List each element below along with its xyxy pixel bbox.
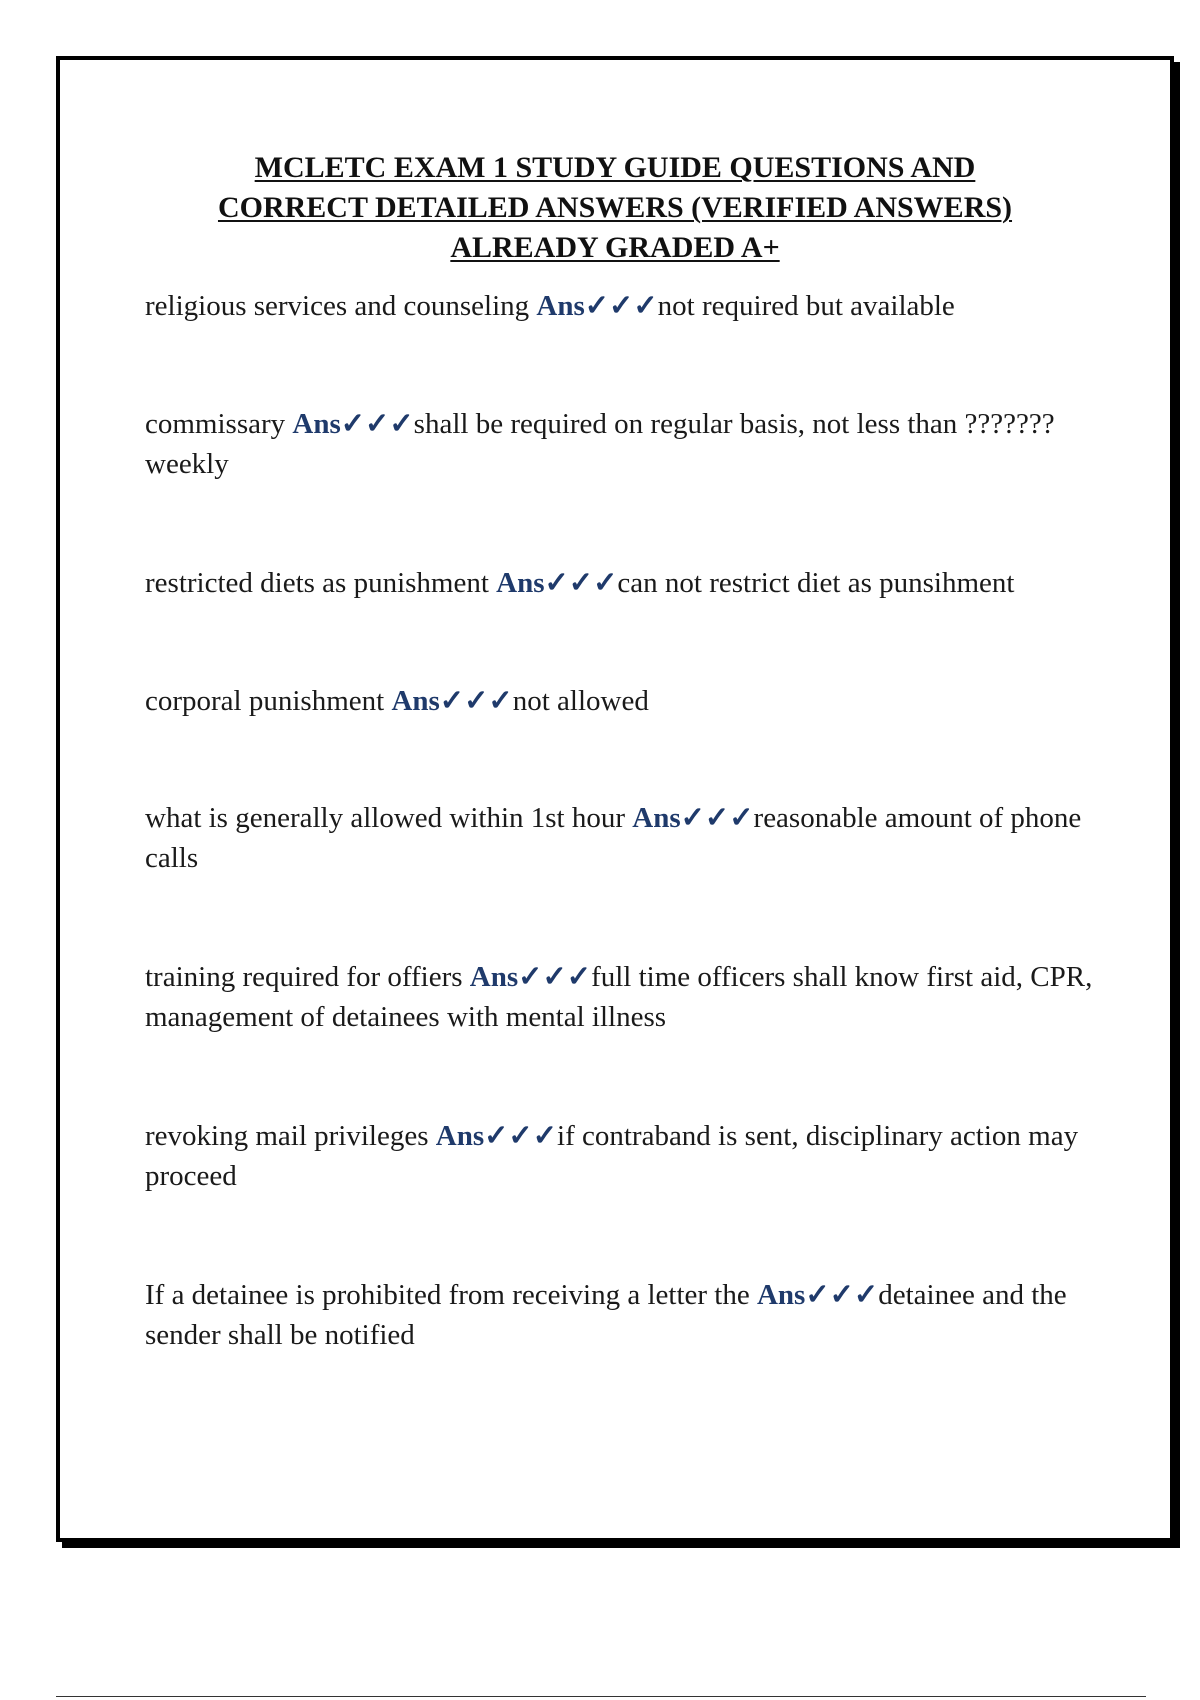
title-line-2: CORRECT DETAILED ANSWERS (VERIFIED ANSWERS) <box>217 191 1013 224</box>
answer-text: full time officers shall know first aid, CPR, management of detainees with mental illness <box>145 961 1093 1033</box>
answer-text: not allowed <box>512 685 649 717</box>
answer-marker: Ans✓✓✓ <box>536 290 658 322</box>
question-text: what is generally allowed within 1st hour <box>145 802 626 834</box>
qa-item <box>145 957 1125 1037</box>
answer-text: if contraband is sent, disciplinary action may proceed <box>145 1120 1079 1192</box>
question-text: commissary <box>145 408 286 440</box>
question-text: revoking mail privileges <box>145 1120 429 1152</box>
question-text: restricted diets as punishment <box>145 567 489 599</box>
answer-text: shall be required on regular basis, not less than ??????? weekly <box>145 408 1055 480</box>
answer-marker: Ans✓✓✓ <box>435 1120 558 1152</box>
question-text: If a detainee is prohibited from receiving a letter the <box>145 1279 750 1311</box>
title-line-3: ALREADY GRADED A+ <box>450 231 780 264</box>
qa-item <box>145 681 1125 721</box>
qa-item <box>145 1275 1125 1355</box>
answer-marker: Ans✓✓✓ <box>292 408 414 440</box>
answer-text: can not restrict diet as punsihment <box>617 567 1015 599</box>
qa-list <box>145 286 1125 1355</box>
answer-marker: Ans✓✓✓ <box>469 961 592 993</box>
answer-text: reasonable amount of phone calls <box>145 802 1082 874</box>
question-text: corporal punishment <box>145 685 385 717</box>
qa-item <box>145 563 1125 603</box>
document-title <box>60 148 1170 268</box>
qa-item <box>145 286 1125 326</box>
answer-marker: Ans✓✓✓ <box>756 1279 879 1311</box>
answer-marker: Ans✓✓✓ <box>632 802 754 834</box>
answer-text: not required but available <box>657 290 955 322</box>
document-frame <box>56 56 1174 1542</box>
qa-item <box>145 404 1125 484</box>
bottom-divider <box>56 1696 1146 1697</box>
question-text: training required for offiers <box>145 961 463 993</box>
title-line-1: MCLETC EXAM 1 STUDY GUIDE QUESTIONS AND <box>254 151 976 184</box>
question-text: religious services and counseling <box>145 290 530 322</box>
answer-marker: Ans✓✓✓ <box>496 567 618 599</box>
qa-item <box>145 798 1125 878</box>
qa-item <box>145 1116 1125 1196</box>
answer-text: detainee and the sender shall be notified <box>145 1279 1067 1351</box>
answer-marker: Ans✓✓✓ <box>391 685 513 717</box>
